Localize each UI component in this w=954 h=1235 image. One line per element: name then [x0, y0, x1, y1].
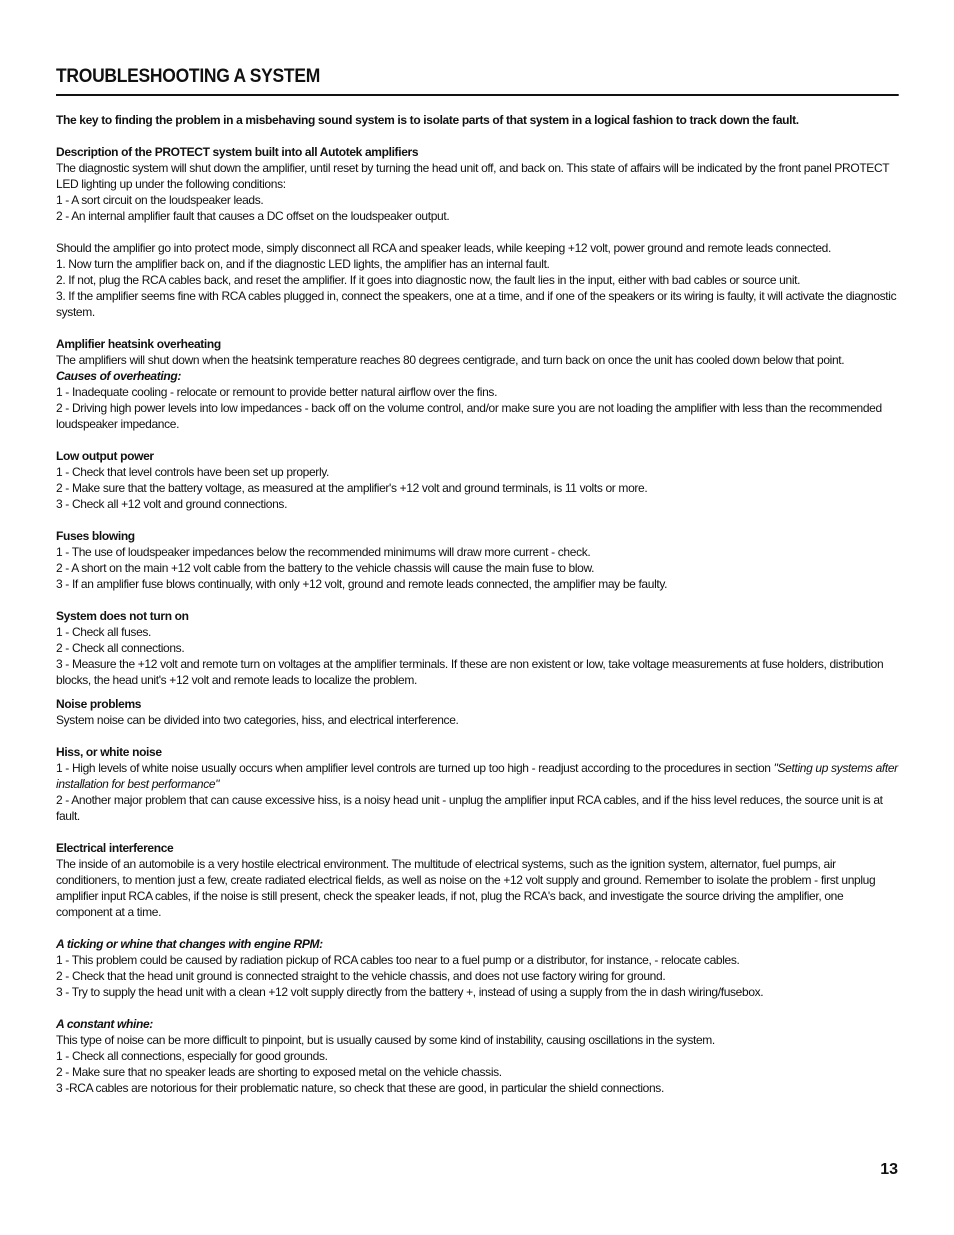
- list-item: 2 - Another major problem that can cause excessive hiss, is a noisy head unit - unplug the amplifier input RCA cables, and if the hiss level reduces, the source unit is at fault.: [56, 793, 883, 823]
- content: [56, 112, 899, 1096]
- section-heading: Description of the PROTECT system built into all Autotek amplifiers: [56, 145, 419, 159]
- list-item: 2. If not, plug the RCA cables back, and reset the amplifier. If it goes into diagnostic now, the fault lies in the input, either with bad cables or source unit.: [56, 273, 801, 287]
- section-fuses: [56, 528, 899, 592]
- list-item: 2 - An internal amplifier fault that causes a DC offset on the loudspeaker output.: [56, 209, 450, 223]
- section-heading: Hiss, or white noise: [56, 745, 162, 759]
- list-item: 1 - Check all connections, especially for good grounds.: [56, 1049, 328, 1063]
- section-protect: [56, 144, 899, 224]
- section-body: The amplifiers will shut down when the heatsink temperature reaches 80 degrees centigrade, and turn back on once the unit has cooled down below that point.: [56, 353, 845, 367]
- section-protect-mode: [56, 240, 899, 320]
- list-item: 2 - Check that the head unit ground is connected straight to the vehicle chassis, and does not use factory wiring for ground.: [56, 969, 666, 983]
- page-number: 13: [880, 1161, 898, 1178]
- list-item: 1 - Inadequate cooling - relocate or remount to provide better natural airflow over the fins.: [56, 385, 498, 399]
- section-subheading: Causes of overheating:: [56, 369, 181, 383]
- section-body: System noise can be divided into two categories, hiss, and electrical interference.: [56, 713, 459, 727]
- section-body: The inside of an automobile is a very hostile electrical environment. The multitude of electrical systems, such as the ignition system, alternator, fuel pumps, air conditioners, to mention just a few, create radiated electrical fields, as well as noise on the +12 volt supply and ground. Remember to isolate the problem - first unplug amplifier input RCA cables, if the noise is still present, check the speaker leads, if not, plug the RCA's back, and investigate the source driving the amplifier, one component at a time.: [56, 857, 876, 919]
- list-item: 2 - Make sure that no speaker leads are shorting to exposed metal on the vehicle chassis.: [56, 1065, 502, 1079]
- section-reference: "Setting up systems after installation for best performance": [56, 761, 898, 791]
- list-item: 2 - A short on the main +12 volt cable from the battery to the vehicle chassis will cause the main fuse to blow.: [56, 561, 595, 575]
- list-item: 2 - Make sure that the battery voltage, as measured at the amplifier's +12 volt and ground terminals, is 11 volts or more.: [56, 481, 648, 495]
- list-item: 3 - Try to supply the head unit with a clean +12 volt supply directly from the battery +, instead of using a supply from the in dash wiring/fusebox.: [56, 985, 764, 999]
- list-item: 3 - Check all +12 volt and ground connections.: [56, 497, 288, 511]
- section-heading: Electrical interference: [56, 841, 174, 855]
- list-item: 1 - This problem could be caused by radiation pickup of RCA cables too near to a fuel pump or a distributor, for instance, - relocate cables.: [56, 953, 740, 967]
- section-noise: [56, 696, 899, 728]
- section-no-turn-on: [56, 608, 899, 688]
- list-item: 2 - Check all connections.: [56, 641, 185, 655]
- section-low-output: [56, 448, 899, 512]
- list-item: 3 - Measure the +12 volt and remote turn on voltages at the amplifier terminals. If these are non existent or low, take voltage measurements at fuse holders, distribution blocks, the head unit's +12 volt and remote leads to localize the problem.: [56, 657, 884, 687]
- section-heading: Amplifier heatsink overheating: [56, 337, 221, 351]
- list-item: 3. If the amplifier seems fine with RCA cables plugged in, connect the speakers, one at a time, and if one of the speakers or its wiring is faulty, it will activate the diagnostic system.: [56, 289, 897, 319]
- list-item-text: 1 - High levels of white noise usually occurs when amplifier level controls are turned up too high - readjust according to the procedures in section: [56, 761, 774, 775]
- section-heading: A ticking or whine that changes with engine RPM:: [56, 937, 323, 951]
- section-whine: [56, 1016, 899, 1096]
- section-hiss: [56, 744, 899, 824]
- section-heading: System does not turn on: [56, 609, 189, 623]
- list-item: 1 - A sort circuit on the loudspeaker leads.: [56, 193, 264, 207]
- list-item: 1 - Check all fuses.: [56, 625, 152, 639]
- section-body: The diagnostic system will shut down the amplifier, until reset by turning the head unit off, and back on. This state of affairs will be indicated by the front panel PROTECT LED lighting up under the following conditions:: [56, 161, 890, 191]
- list-item: 1. Now turn the amplifier back on, and if the diagnostic LED lights, the amplifier has an internal fault.: [56, 257, 550, 271]
- list-item: 2 - Driving high power levels into low impedances - back off on the volume control, and/or make sure you are not loading the amplifier with less than the recommended loudspeaker impedance.: [56, 401, 882, 431]
- page-title: TROUBLESHOOTING A SYSTEM: [56, 66, 899, 96]
- section-heatsink: [56, 336, 899, 432]
- list-item: 3 -RCA cables are notorious for their problematic nature, so check that these are good, in particular the shield connections.: [56, 1081, 664, 1095]
- list-item: [56, 760, 899, 792]
- section-electrical: [56, 840, 899, 920]
- list-item: 1 - The use of loudspeaker impedances below the recommended minimums will draw more current - check.: [56, 545, 591, 559]
- section-heading: A constant whine:: [56, 1017, 153, 1031]
- section-heading: Low output power: [56, 449, 154, 463]
- intro-text: The key to finding the problem in a misbehaving sound system is to isolate parts of that system in a logical fashion to track down the fault.: [56, 113, 799, 127]
- list-item: Should the amplifier go into protect mode, simply disconnect all RCA and speaker leads, while keeping +12 volt, power ground and remote leads connected.: [56, 241, 831, 255]
- list-item: 3 - If an amplifier fuse blows continually, with only +12 volt, ground and remote leads connected, the amplifier may be faulty.: [56, 577, 668, 591]
- section-heading: Fuses blowing: [56, 529, 135, 543]
- section-heading: Noise problems: [56, 697, 142, 711]
- page: [56, 66, 899, 1112]
- list-item: This type of noise can be more difficult to pinpoint, but is usually caused by some kind of instability, causing oscillations in the system.: [56, 1033, 715, 1047]
- section-ticking: [56, 936, 899, 1000]
- list-item: 1 - Check that level controls have been set up properly.: [56, 465, 330, 479]
